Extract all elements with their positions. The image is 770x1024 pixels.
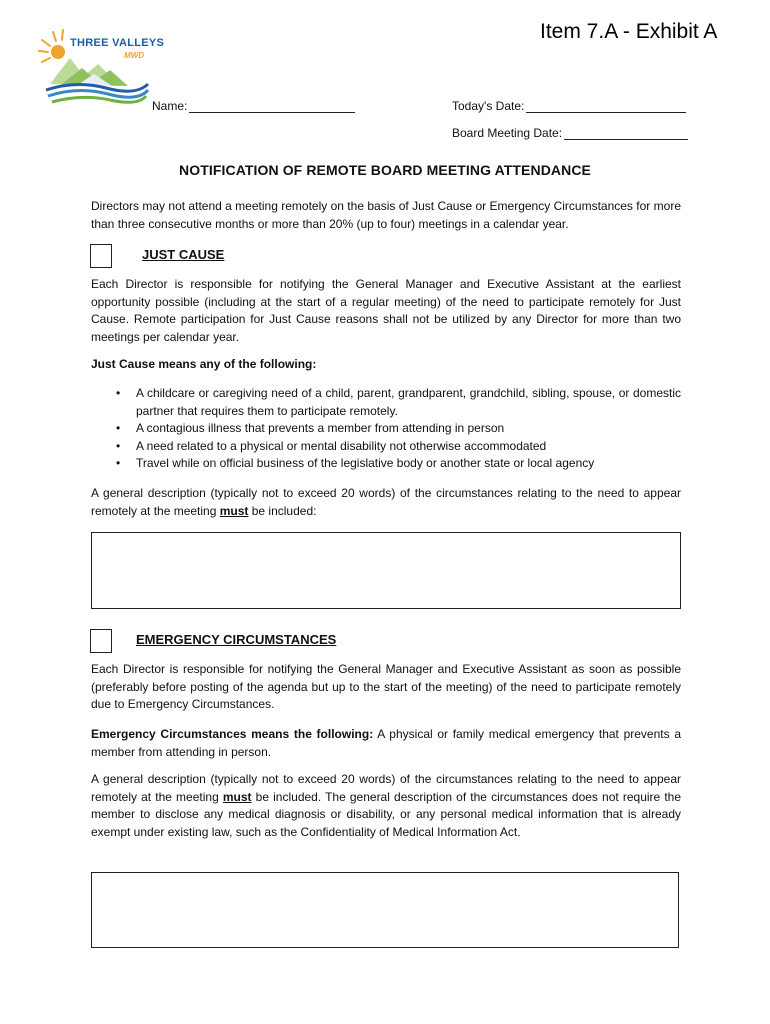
name-label: Name: (152, 99, 188, 113)
just-cause-checkbox[interactable] (90, 244, 112, 268)
just-cause-description-box[interactable] (91, 532, 681, 609)
board-meeting-date-input-line[interactable] (564, 128, 688, 140)
list-item: • Travel while on official business of the legislative body or another state or local agency (91, 455, 681, 473)
list-item: • A contagious illness that prevents a member from attending in person (91, 420, 681, 438)
todays-date-field (452, 99, 686, 113)
logo-name: THREE VALLEYS (70, 37, 165, 49)
list-item: • A need related to a physical or mental disability not otherwise accommodated (91, 438, 681, 456)
todays-date-input-line[interactable] (526, 101, 686, 113)
just-cause-description-instruction (91, 485, 681, 520)
just-cause-title: JUST CAUSE (142, 247, 225, 262)
list-item: • A childcare or caregiving need of a child, parent, grandparent, grandchild, sibling, spouse, or domestic partner that requires them to participate remotely. (91, 385, 681, 420)
emergency-description-box[interactable] (91, 872, 679, 948)
just-cause-means-label: Just Cause means any of the following: (91, 357, 317, 371)
just-cause-paragraph: Each Director is responsible for notifying the General Manager and Executive Assistant at the earliest opportunity possible (including at the start of a regular meeting) of the need to participate remotely for Just Cause. Remote participation for Just Cause reasons shall not be utilized by any Director for more than two meetings per calendar year. (91, 277, 681, 344)
desc-text: A general description (typically not to exceed 20 words) of the circumstances relating to the need to appear remotely at the meeting (91, 486, 681, 518)
desc-text: A general description (typically not to exceed 20 words) of the circumstances relating to the need to appear remotely at the meeting (91, 772, 681, 804)
just-cause-list (91, 385, 681, 473)
logo-mwd: MWD (124, 51, 144, 60)
emergency-means (91, 726, 681, 761)
exhibit-title: Item 7.A - Exhibit A (540, 20, 718, 43)
emergency-means-label: Emergency Circumstances means the following: (91, 727, 374, 741)
emergency-description-instruction (91, 771, 681, 841)
desc-text-end: be included: (248, 503, 317, 518)
page-heading: NOTIFICATION OF REMOTE BOARD MEETING ATTENDANCE (179, 162, 591, 178)
name-field (152, 99, 355, 113)
three-valleys-logo (36, 24, 165, 110)
emergency-checkbox[interactable] (90, 629, 112, 653)
todays-date-label: Today's Date: (452, 99, 525, 113)
intro-paragraph: Directors may not attend a meeting remotely on the basis of Just Cause or Emergency Circumstances for more than three consecutive months or more than 20% (up to four) meetings in a calendar year. (91, 199, 681, 231)
emergency-title: EMERGENCY CIRCUMSTANCES (136, 632, 337, 647)
name-input-line[interactable] (189, 101, 355, 113)
desc-text-end: be included. The general description of the circumstances does not require the member to disclose any medical diagnosis or disability, or any personal medical information that is already exempt under existing law, such as the Confidentiality of Medical Information Act. (91, 789, 681, 839)
board-meeting-date-field (452, 126, 688, 140)
must-emphasis: must (222, 789, 252, 804)
board-meeting-date-label: Board Meeting Date: (452, 126, 563, 140)
emergency-means-text: A physical or family medical emergency that prevents a member from attending in person. (91, 727, 681, 759)
emergency-paragraph: Each Director is responsible for notifying the General Manager and Executive Assistant as soon as possible (preferably before posting of the agenda but up to the start of the meeting) of the need to participate remotely due to Emergency Circumstances. (91, 662, 681, 711)
must-emphasis: must (219, 503, 249, 518)
